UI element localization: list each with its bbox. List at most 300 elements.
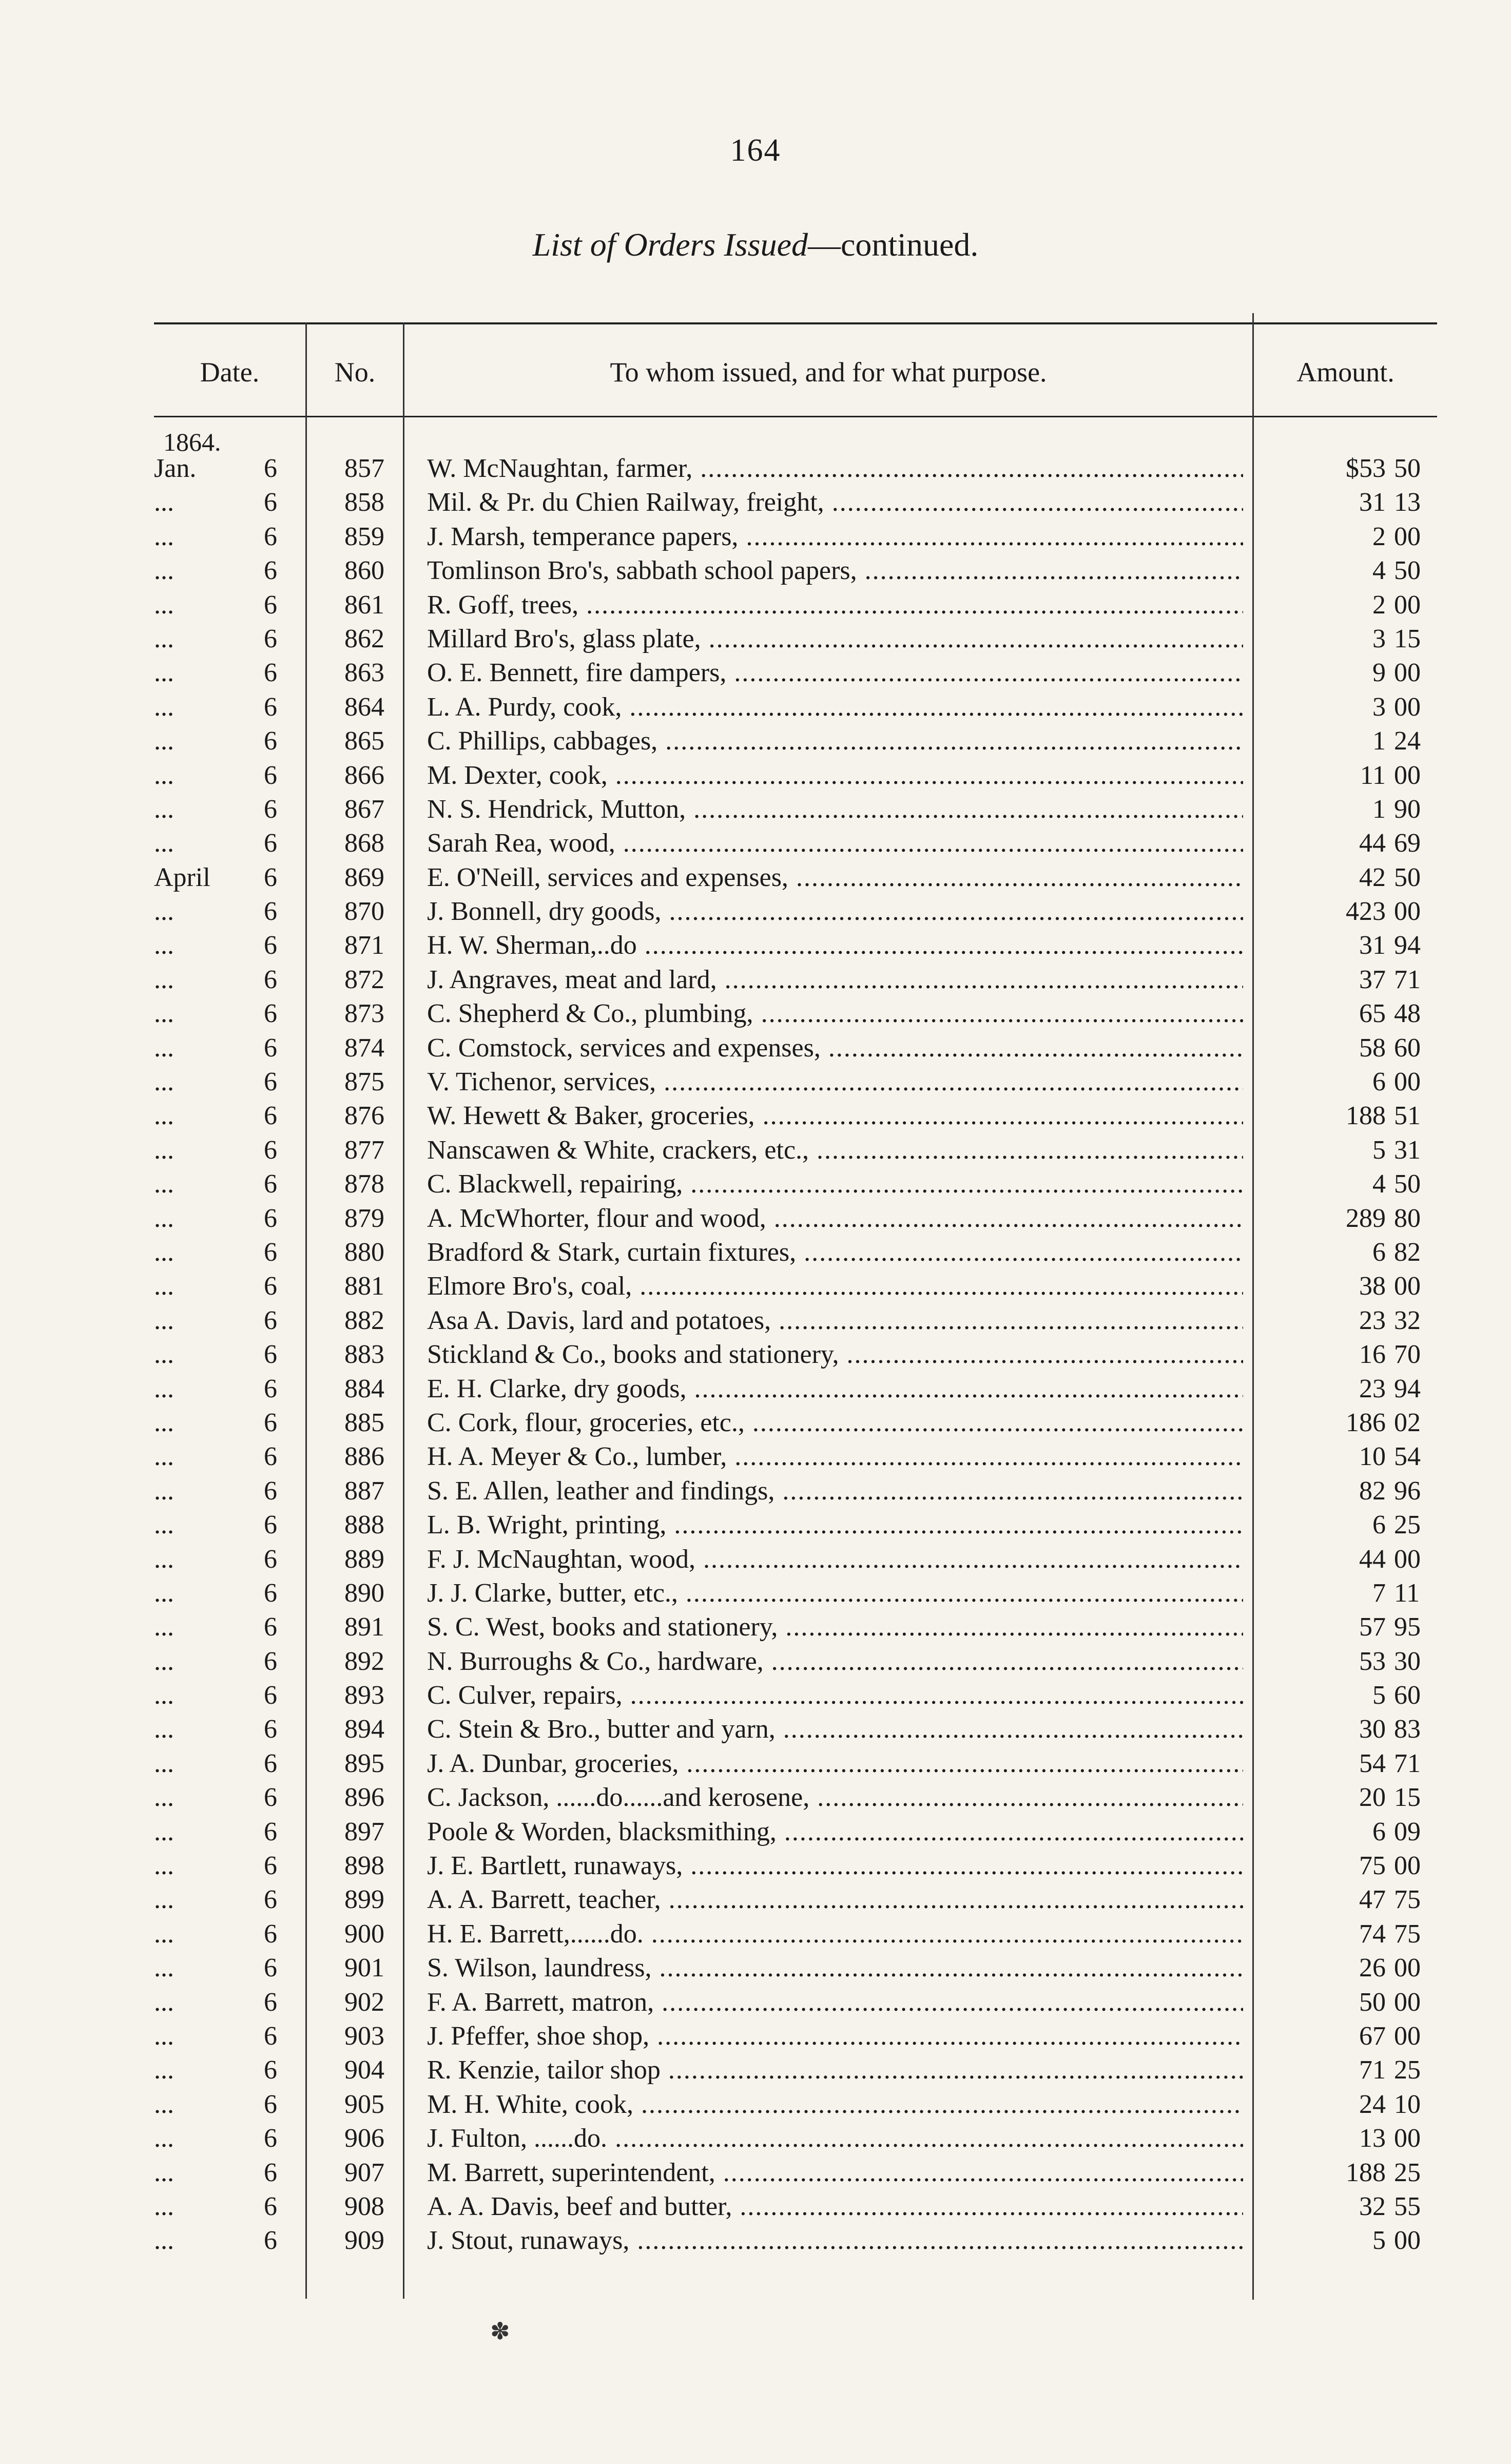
amount-cents: 00 (1394, 1067, 1421, 1097)
amount-cents: 11 (1394, 1578, 1420, 1608)
table-row (0, 826, 1511, 860)
header-purpose: To whom issued, and for what purpose. (610, 357, 1047, 388)
date-day: 6 (264, 1783, 277, 1813)
amount-dollars: 6 (1372, 1067, 1386, 1097)
order-description: E. O'Neill, services and expenses, ..... (427, 861, 1243, 895)
header-no: No. (334, 357, 376, 388)
date-month: ... (154, 658, 174, 688)
date-day: 6 (264, 1272, 277, 1301)
table-row (0, 1099, 1511, 1133)
date-month: ... (154, 1919, 174, 1949)
amount-dollars: 11 (1360, 760, 1386, 790)
amount-cents: 69 (1394, 829, 1421, 858)
order-number: 892 (344, 1646, 384, 1676)
date-month: ... (154, 1305, 174, 1335)
order-number: 860 (344, 556, 384, 586)
order-number: 903 (344, 2021, 384, 2051)
amount-dollars: 26 (1359, 1953, 1386, 1983)
date-month: ... (154, 1885, 174, 1915)
table-row (0, 1474, 1511, 1508)
amount-dollars: 24 (1359, 2089, 1386, 2119)
order-number: 864 (344, 692, 384, 722)
date-day: 6 (264, 1305, 277, 1335)
order-description: J. J. Clarke, butter, etc., ..... (427, 1576, 1243, 1610)
order-number: 877 (344, 1135, 384, 1165)
date-month: ... (154, 1953, 174, 1983)
table-row (0, 520, 1511, 554)
order-description: J. Angraves, meat and lard, ..... (427, 963, 1243, 997)
order-number: 906 (344, 2124, 384, 2153)
date-day: 6 (264, 590, 277, 620)
amount-cents: 10 (1394, 2089, 1421, 2119)
order-number: 876 (344, 1101, 384, 1131)
amount-dollars: 23 (1359, 1374, 1386, 1403)
date-day: 6 (264, 1612, 277, 1642)
amount-dollars: 82 (1359, 1476, 1386, 1506)
amount-cents: 60 (1394, 1681, 1421, 1710)
order-description: F. J. McNaughtan, wood, ..... (427, 1543, 1243, 1576)
table-row (0, 2053, 1511, 2087)
amount-cents: 54 (1394, 1442, 1421, 1472)
amount-dollars: 188 (1346, 2158, 1386, 2187)
order-description: J. Pfeffer, shoe shop, ..... (427, 2019, 1243, 2053)
order-description: J. E. Bartlett, runaways, ..... (427, 1849, 1243, 1883)
table-row (0, 1508, 1511, 1542)
table-row (0, 1065, 1511, 1099)
amount-cents: 71 (1394, 965, 1421, 994)
amount-dollars: 57 (1359, 1612, 1386, 1642)
table-row (0, 1815, 1511, 1849)
amount-cents: 00 (1394, 2124, 1421, 2153)
order-number: 888 (344, 1510, 384, 1540)
date-day: 6 (264, 1135, 277, 1165)
amount-cents: 82 (1394, 1237, 1421, 1267)
table-row (0, 895, 1511, 929)
date-day: 6 (264, 726, 277, 756)
order-description: C. Comstock, services and expenses, ..... (427, 1031, 1243, 1065)
order-description: A. A. Barrett, teacher, ..... (427, 1883, 1243, 1917)
order-description: N. S. Hendrick, Mutton, ..... (427, 793, 1243, 826)
amount-dollars: 42 (1359, 862, 1386, 892)
table-row (0, 2019, 1511, 2053)
table-row (0, 1576, 1511, 1610)
date-day: 6 (264, 1408, 277, 1437)
date-month: ... (154, 1237, 174, 1267)
date-month: ... (154, 1987, 174, 2017)
order-number: 868 (344, 829, 384, 858)
date-month: ... (154, 897, 174, 927)
amount-cents: 00 (1394, 760, 1421, 790)
date-month: ... (154, 726, 174, 756)
table-row (0, 1951, 1511, 1985)
date-month: ... (154, 2124, 174, 2153)
order-description: J. A. Dunbar, groceries, ..... (427, 1747, 1243, 1781)
date-month: ... (154, 1817, 174, 1846)
orders-table-body (0, 452, 1511, 2258)
amount-dollars: 13 (1359, 2124, 1386, 2153)
amount-cents: 75 (1394, 1919, 1421, 1949)
table-row (0, 622, 1511, 656)
amount-dollars: 20 (1359, 1783, 1386, 1813)
date-day: 6 (264, 1885, 277, 1915)
table-row (0, 1610, 1511, 1644)
amount-dollars: 47 (1359, 1885, 1386, 1915)
date-month: ... (154, 1783, 174, 1813)
order-description: M. Dexter, cook, ..... (427, 759, 1243, 793)
date-month: ... (154, 1135, 174, 1165)
page-title (0, 226, 1511, 264)
order-number: 898 (344, 1851, 384, 1881)
order-number: 894 (344, 1715, 384, 1744)
amount-dollars: 3 (1372, 624, 1386, 653)
amount-cents: 15 (1394, 1783, 1421, 1813)
order-description: J. Stout, runaways, ..... (427, 2224, 1243, 2258)
date-day: 6 (264, 1067, 277, 1097)
amount-cents: 00 (1394, 658, 1421, 688)
amount-dollars: 289 (1346, 1203, 1386, 1233)
date-month: ... (154, 1646, 174, 1676)
table-row (0, 929, 1511, 962)
amount-dollars: 10 (1359, 1442, 1386, 1472)
order-description: H. A. Meyer & Co., lumber, ..... (427, 1440, 1243, 1474)
order-number: 865 (344, 726, 384, 756)
order-description: C. Blackwell, repairing, ..... (427, 1167, 1243, 1201)
header-amount: Amount. (1296, 357, 1394, 388)
amount-dollars: 2 (1372, 522, 1386, 551)
order-number: 887 (344, 1476, 384, 1506)
amount-dollars: 5 (1372, 1681, 1386, 1710)
table-row (0, 759, 1511, 793)
date-month: ... (154, 488, 174, 517)
order-number: 861 (344, 590, 384, 620)
amount-cents: 24 (1394, 726, 1421, 756)
amount-cents: 00 (1394, 1953, 1421, 1983)
date-month: ... (154, 999, 174, 1029)
date-month: ... (154, 965, 174, 994)
page-number: 164 (730, 133, 781, 168)
order-number: 878 (344, 1169, 384, 1199)
order-number: 869 (344, 862, 384, 892)
order-number: 899 (344, 1885, 384, 1915)
date-day: 6 (264, 692, 277, 722)
date-day: 6 (264, 1953, 277, 1983)
order-description: C. Jackson, ......do......and kerosene, ..... (427, 1781, 1243, 1815)
year-label: 1864. (163, 428, 221, 456)
amount-cents: 50 (1394, 1169, 1421, 1199)
table-row (0, 1747, 1511, 1781)
order-description: W. Hewett & Baker, groceries, ..... (427, 1099, 1243, 1133)
order-number: 871 (344, 931, 384, 960)
date-day: 6 (264, 1033, 277, 1063)
header-bottom-rule (154, 416, 1437, 417)
order-description: H. W. Sherman,..do ..... (427, 929, 1243, 962)
table-row (0, 554, 1511, 588)
date-month: ... (154, 1272, 174, 1301)
amount-dollars: 4 (1372, 1169, 1386, 1199)
amount-cents: 02 (1394, 1408, 1421, 1437)
order-description: J. Bonnell, dry goods, ..... (427, 895, 1243, 929)
amount-dollars: 6 (1372, 1510, 1386, 1540)
amount-dollars: 71 (1359, 2055, 1386, 2085)
date-month: Jan. (154, 454, 197, 483)
date-month: ... (154, 1578, 174, 1608)
table-row (0, 2156, 1511, 2190)
date-day: 6 (264, 1237, 277, 1267)
table-row (0, 1133, 1511, 1167)
table-row (0, 1679, 1511, 1712)
order-description: C. Stein & Bro., butter and yarn, ..... (427, 1712, 1243, 1746)
table-row (0, 1031, 1511, 1065)
order-description: S. E. Allen, leather and findings, ..... (427, 1474, 1243, 1508)
date-day: 6 (264, 2158, 277, 2187)
date-month: ... (154, 1101, 174, 1131)
table-row (0, 1917, 1511, 1951)
order-description: Mil. & Pr. du Chien Railway, freight, ..... (427, 486, 1243, 519)
amount-dollars: 32 (1359, 2191, 1386, 2221)
date-month: ... (154, 1374, 174, 1403)
order-description: F. A. Barrett, matron, ..... (427, 1986, 1243, 2019)
date-month: ... (154, 624, 174, 653)
order-description: Poole & Worden, blacksmithing, ..... (427, 1815, 1243, 1849)
amount-cents: 00 (1394, 1851, 1421, 1881)
table-row (0, 656, 1511, 690)
amount-dollars: 74 (1359, 1919, 1386, 1949)
order-description: Asa A. Davis, lard and potatoes, ..... (427, 1304, 1243, 1338)
amount-dollars: 30 (1359, 1715, 1386, 1744)
date-day: 6 (264, 488, 277, 517)
order-number: 907 (344, 2158, 384, 2187)
amount-cents: 95 (1394, 1612, 1421, 1642)
order-number: 884 (344, 1374, 384, 1403)
order-number: 882 (344, 1305, 384, 1335)
order-description: A. A. Davis, beef and butter, ..... (427, 2190, 1243, 2224)
amount-dollars: 5 (1372, 2226, 1386, 2256)
order-number: 886 (344, 1442, 384, 1472)
date-day: 6 (264, 931, 277, 960)
order-number: 896 (344, 1783, 384, 1813)
order-number: 880 (344, 1237, 384, 1267)
order-number: 900 (344, 1919, 384, 1949)
order-number: 904 (344, 2055, 384, 2085)
amount-cents: 31 (1394, 1135, 1421, 1165)
date-day: 6 (264, 1203, 277, 1233)
date-month: ... (154, 556, 174, 586)
order-number: 889 (344, 1544, 384, 1574)
date-month: ... (154, 2191, 174, 2221)
amount-dollars: 23 (1359, 1305, 1386, 1335)
table-row (0, 1781, 1511, 1815)
order-number: 858 (344, 488, 384, 517)
order-number: 890 (344, 1578, 384, 1608)
order-description: Nanscawen & White, crackers, etc., ..... (427, 1133, 1243, 1167)
printer-mark-icon: ✽ (490, 2318, 510, 2344)
order-description: M. H. White, cook, ..... (427, 2088, 1243, 2122)
order-description: Tomlinson Bro's, sabbath school papers, ..... (427, 554, 1243, 588)
table-row (0, 2224, 1511, 2258)
amount-cents: 32 (1394, 1305, 1421, 1335)
amount-dollars: 37 (1359, 965, 1386, 994)
date-month: ... (154, 1681, 174, 1710)
title-main: List of Orders Issued (532, 226, 808, 263)
amount-dollars: 58 (1359, 1033, 1386, 1063)
date-day: 6 (264, 624, 277, 653)
date-month: ... (154, 1442, 174, 1472)
order-number: 862 (344, 624, 384, 653)
date-month: ... (154, 1203, 174, 1233)
amount-dollars: 50 (1359, 1987, 1386, 2017)
date-day: 6 (264, 1340, 277, 1370)
table-row (0, 997, 1511, 1031)
amount-cents: 96 (1394, 1476, 1421, 1506)
amount-cents: 00 (1394, 2226, 1421, 2256)
table-row (0, 861, 1511, 895)
table-row (0, 588, 1511, 622)
date-day: 6 (264, 522, 277, 551)
table-row (0, 2190, 1511, 2224)
order-number: 872 (344, 965, 384, 994)
order-number: 901 (344, 1953, 384, 1983)
date-day: 6 (264, 1987, 277, 2017)
amount-dollars: 6 (1372, 1237, 1386, 1267)
amount-cents: 00 (1394, 692, 1421, 722)
amount-cents: 83 (1394, 1715, 1421, 1744)
table-row (0, 2088, 1511, 2122)
date-day: 6 (264, 2021, 277, 2051)
date-month: ... (154, 1748, 174, 1778)
amount-cents: 00 (1394, 1272, 1421, 1301)
amount-cents: 51 (1394, 1101, 1421, 1131)
date-month: ... (154, 2226, 174, 2256)
date-month: ... (154, 2021, 174, 2051)
order-description: Elmore Bro's, coal, ..... (427, 1269, 1243, 1303)
order-number: 866 (344, 760, 384, 790)
order-number: 902 (344, 1987, 384, 2017)
amount-dollars: 5 (1372, 1135, 1386, 1165)
order-description: L. B. Wright, printing, ..... (427, 1508, 1243, 1542)
amount-dollars: 75 (1359, 1851, 1386, 1881)
order-description: S. Wilson, laundress, ..... (427, 1951, 1243, 1985)
order-number: 905 (344, 2089, 384, 2119)
order-description: J. Fulton, ......do. ..... (427, 2122, 1243, 2155)
table-row (0, 2122, 1511, 2155)
date-month: ... (154, 829, 174, 858)
order-description: C. Shepherd & Co., plumbing, ..... (427, 997, 1243, 1031)
order-description: H. E. Barrett,......do. ..... (427, 1917, 1243, 1951)
order-number: 909 (344, 2226, 384, 2256)
amount-cents: 15 (1394, 624, 1421, 653)
date-month: ... (154, 2158, 174, 2187)
amount-cents: 94 (1394, 931, 1421, 960)
date-month: ... (154, 590, 174, 620)
date-day: 6 (264, 897, 277, 927)
amount-cents: 00 (1394, 897, 1421, 927)
table-row (0, 1167, 1511, 1201)
amount-dollars: 423 (1346, 897, 1386, 927)
date-day: 6 (264, 454, 277, 483)
date-day: 6 (264, 1715, 277, 1744)
date-day: 6 (264, 1681, 277, 1710)
date-day: 6 (264, 1101, 277, 1131)
amount-dollars: $53 (1346, 454, 1386, 483)
date-month: ... (154, 1476, 174, 1506)
table-row (0, 1372, 1511, 1406)
order-description: V. Tichenor, services, ..... (427, 1065, 1243, 1099)
amount-cents: 00 (1394, 522, 1421, 551)
amount-cents: 80 (1394, 1203, 1421, 1233)
amount-cents: 94 (1394, 1374, 1421, 1403)
date-day: 6 (264, 658, 277, 688)
date-day: 6 (264, 1169, 277, 1199)
date-day: 6 (264, 1374, 277, 1403)
amount-dollars: 186 (1346, 1408, 1386, 1437)
date-month: ... (154, 2055, 174, 2085)
order-description: M. Barrett, superintendent, ..... (427, 2156, 1243, 2190)
table-row (0, 1338, 1511, 1372)
order-number: 893 (344, 1681, 384, 1710)
amount-cents: 90 (1394, 794, 1421, 824)
table-row (0, 1986, 1511, 2019)
amount-cents: 00 (1394, 1544, 1421, 1574)
date-day: 6 (264, 965, 277, 994)
table-row (0, 1883, 1511, 1917)
amount-cents: 25 (1394, 2055, 1421, 2085)
header-date: Date. (200, 357, 260, 388)
order-number: 875 (344, 1067, 384, 1097)
order-description: Stickland & Co., books and stationery, ..... (427, 1338, 1243, 1372)
order-number: 881 (344, 1272, 384, 1301)
order-number: 867 (344, 794, 384, 824)
date-month: ... (154, 1169, 174, 1199)
order-number: 859 (344, 522, 384, 551)
order-number: 879 (344, 1203, 384, 1233)
order-description: J. Marsh, temperance papers, ..... (427, 520, 1243, 554)
order-description: C. Phillips, cabbages, ..... (427, 724, 1243, 758)
amount-cents: 00 (1394, 590, 1421, 620)
date-day: 6 (264, 2124, 277, 2153)
amount-dollars: 1 (1372, 794, 1386, 824)
amount-dollars: 1 (1372, 726, 1386, 756)
order-number: 863 (344, 658, 384, 688)
date-day: 6 (264, 1817, 277, 1846)
date-day: 6 (264, 1510, 277, 1540)
order-description: L. A. Purdy, cook, ..... (427, 690, 1243, 724)
date-day: 6 (264, 2191, 277, 2221)
title-suffix: —continued. (807, 226, 979, 263)
order-number: 883 (344, 1340, 384, 1370)
table-row (0, 724, 1511, 758)
order-description: O. E. Bennett, fire dampers, ..... (427, 656, 1243, 690)
order-description: C. Cork, flour, groceries, etc., ..... (427, 1406, 1243, 1440)
table-row (0, 1269, 1511, 1303)
date-day: 6 (264, 1851, 277, 1881)
amount-dollars: 16 (1359, 1340, 1386, 1370)
order-number: 897 (344, 1817, 384, 1846)
amount-cents: 60 (1394, 1033, 1421, 1063)
date-day: 6 (264, 794, 277, 824)
amount-cents: 25 (1394, 1510, 1421, 1540)
date-day: 6 (264, 1476, 277, 1506)
amount-dollars: 6 (1372, 1817, 1386, 1846)
order-description: E. H. Clarke, dry goods, ..... (427, 1372, 1243, 1406)
date-month: April (154, 862, 210, 892)
amount-dollars: 65 (1359, 999, 1386, 1029)
order-number: 874 (344, 1033, 384, 1063)
amount-cents: 75 (1394, 1885, 1421, 1915)
amount-cents: 25 (1394, 2158, 1421, 2187)
table-row (0, 690, 1511, 724)
order-description: C. Culver, repairs, ..... (427, 1679, 1243, 1712)
amount-dollars: 44 (1359, 1544, 1386, 1574)
